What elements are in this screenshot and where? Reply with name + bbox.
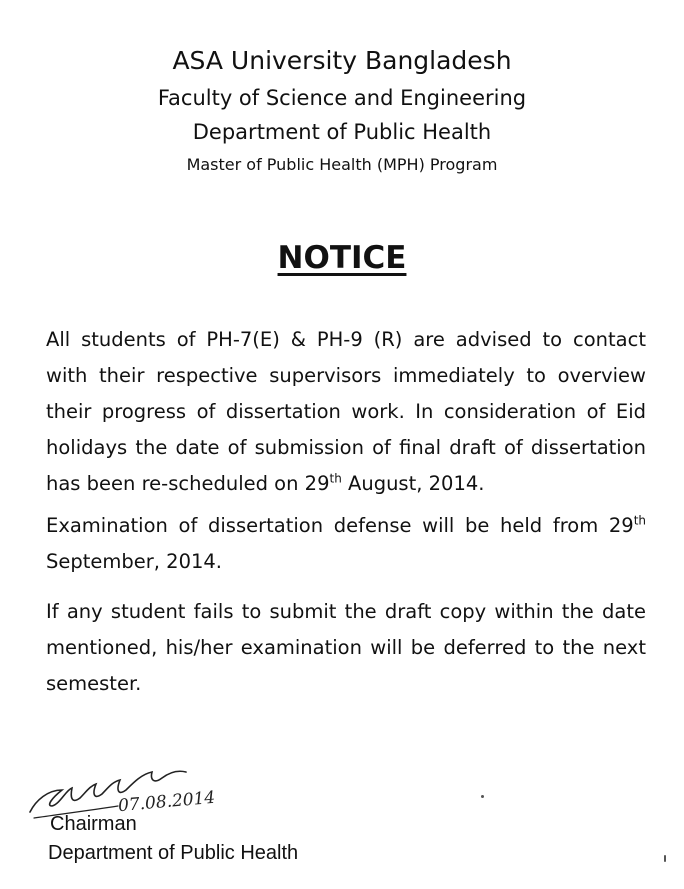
paragraph-1-text: All students of PH-7(E) & PH-9 (R) are advised to contact with their respective supervisors immediately to overview their progress of dissertation work. In consideration of Eid holidays the date of submission of final draft of dissertation has been re-scheduled on 29 [46,328,646,495]
paragraph-2-date: September, 2014. [46,550,223,573]
paragraph-1-date: August, 2014. [341,472,485,495]
program-name: Master of Public Health (MPH) Program [186,155,498,174]
faculty-name: Faculty of Science and Engineering [157,86,527,110]
paragraph-2-text: Examination of dissertation defense will be held from 29 [46,514,634,537]
notice-paragraph-2 [46,508,646,580]
ordinal-suffix: th [633,513,646,528]
department-name: Department of Public Health [192,120,492,144]
notice-title-text: NOTICE [277,240,407,276]
signatory-title: Chairman [50,813,137,835]
notice-paragraph-1 [46,322,646,502]
signatory-department: Department of Public Health [48,842,299,864]
notice-paragraph-3: If any student fails to submit the draft copy within the date mentioned, his/her examination will be deferred to the next semester. [46,600,646,695]
university-name: ASA University Bangladesh [172,46,512,75]
scan-speck [664,855,666,862]
notice-title [0,240,684,276]
signature-date: 07.08.2014 [117,787,217,817]
scan-speck [481,795,484,798]
ordinal-suffix: th [329,471,342,486]
